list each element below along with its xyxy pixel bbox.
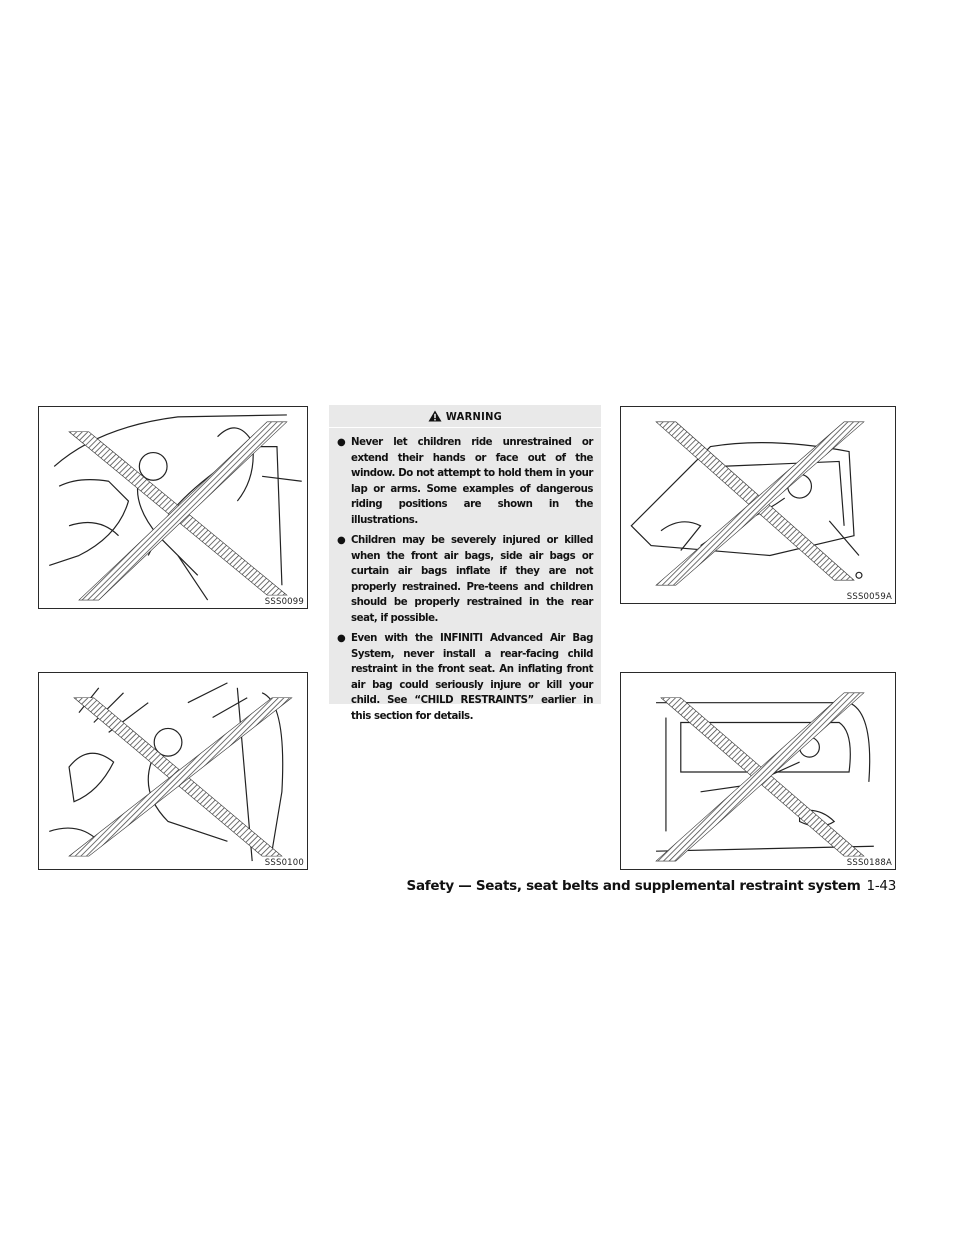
bullet-icon: ● — [337, 633, 346, 644]
illustration-child-out-window — [620, 406, 896, 604]
child-out-window-drawing — [621, 407, 895, 603]
figure-code: SSS0059A — [846, 592, 892, 602]
warning-item-text: Never let children ride unrestrained or extend their hands or face out of the window. Do not attempt to hold them in your lap or arms. Some examples of dangerous riding positions are shown in the illustrations. — [351, 437, 593, 526]
warning-triangle-icon — [428, 410, 442, 422]
child-in-lap-drawing — [39, 407, 307, 608]
warning-list — [329, 428, 601, 724]
warning-item — [337, 533, 593, 626]
arm-out-rear-window-drawing — [621, 673, 895, 869]
child-near-airbag-drawing — [39, 673, 307, 869]
page-footer — [407, 878, 896, 894]
warning-item — [337, 631, 593, 724]
warning-title: WARNING — [445, 409, 503, 423]
figure-code: SSS0100 — [264, 858, 304, 868]
warning-box — [329, 405, 601, 722]
bullet-icon: ● — [337, 437, 346, 448]
warning-item — [337, 435, 593, 528]
illustration-child-in-lap — [38, 406, 308, 609]
illustration-child-near-airbag — [38, 672, 308, 870]
warning-item-text: Even with the INFINITI Advanced Air Bag System, never install a rear-facing child restraint in the front seat. An inflating front air bag could seriously injure or kill your child. See “CHILD RESTRAINTS” earlier in this section for details. — [351, 633, 593, 722]
bullet-icon: ● — [337, 535, 346, 546]
figure-code: SSS0099 — [264, 597, 304, 607]
illustration-arm-out-rear-window — [620, 672, 896, 870]
figure-code: SSS0188A — [846, 858, 892, 868]
section-title: Safety — Seats, seat belts and supplemental restraint system — [406, 878, 861, 894]
page-number: 1-43 — [866, 878, 896, 894]
warning-item-text: Children may be severely injured or killed when the front air bags, side air bags or curtain air bags inflate if they are not properly restrained. Pre-teens and children should be properly restrained in the rear seat, if possible. — [351, 535, 593, 624]
warning-header — [329, 405, 601, 428]
